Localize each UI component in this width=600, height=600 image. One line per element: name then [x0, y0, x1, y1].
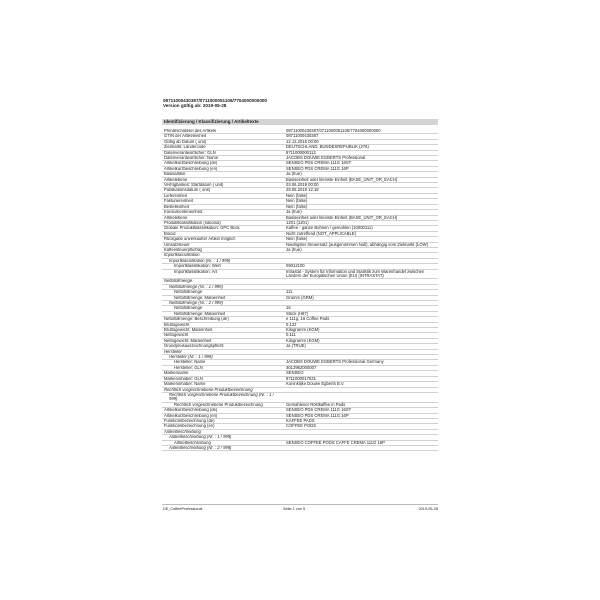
- row-value: Kilogramm (KGM): [286, 327, 320, 333]
- row-label: Bruttogewicht: [164, 322, 190, 327]
- document-id-line: 08711000430387/0711000051106/7704000000000: [163, 98, 267, 103]
- row-value: Ja (true): [286, 209, 302, 215]
- row-value: Nicht zutreffend (NOT_APPLICABLE): [286, 230, 356, 236]
- row-value: KAFFEE PADS: [286, 417, 315, 423]
- row-label: Datenverantwortlicher: GLN: [164, 150, 216, 155]
- row-label: Nettofüllmenge: Maßeinheit: [174, 295, 226, 300]
- row-label: Produktklassifikation (national): [164, 220, 221, 225]
- row-value: SENSEO PDS CREMA 111G 16ST: [286, 160, 352, 166]
- row-label: Nettofüllmenge (Nr. : 1 / 999): [169, 284, 223, 289]
- row-value: Ja (true): [286, 171, 302, 177]
- row-value: Gemahlener Röstkaffee in Pads: [286, 401, 346, 407]
- row-label: Nettofüllmenge (Nr. : 2 / 999): [169, 301, 223, 305]
- row-value: Niedrigster Steuersatz (ausgenommen Null), abhängig vom Zielmarkt (LOW): [286, 241, 428, 247]
- row-value: DEUTSCHLAND, BUNDESREPUBLIK (276): [286, 144, 369, 150]
- row-value: Nein (false): [286, 198, 308, 204]
- row-label: Datenverantwortlicher: Name: [164, 156, 219, 161]
- row-label: Biocid: [164, 231, 176, 236]
- row-label: Hersteller: GLN: [174, 365, 203, 370]
- section-header: Identifizierung / Klassifizierung / Artikeltexte: [162, 119, 438, 125]
- row-value: 08711000430387: [286, 133, 319, 139]
- row-label: Artikelbeschreibung (Nr. : 2 / 999): [169, 445, 232, 450]
- row-value: 03.06.2019 00:00: [286, 182, 319, 188]
- row-label: Nettofüllmenge: Beschreibung (de): [164, 317, 229, 322]
- row-value: Kilogramm (KGM): [286, 337, 320, 343]
- row-label: Nettofüllmenge: [174, 290, 203, 295]
- footer-left: DE_CoffeeProfessional: [163, 507, 203, 511]
- row-value: Nein (false): [286, 203, 308, 209]
- table-row: [162, 446, 438, 451]
- row-label: Importklassifikation (Nr. : 1 / 999): [169, 258, 231, 263]
- row-label: Basisartikel: [164, 172, 186, 177]
- row-label: Publikationsdatum ( unit): [164, 188, 211, 193]
- row-label: Importklassifikation: [164, 253, 200, 258]
- row-value: COFFEE PODS: [286, 423, 317, 429]
- row-label: Markeninhaber: Name: [164, 382, 206, 387]
- row-label: Artikelkurzbeschreibung (de): [164, 161, 218, 166]
- row-label: Markeninhaber: GLN: [164, 376, 203, 381]
- row-label: Artikelbeschreibung: [174, 440, 211, 445]
- row-label: Globale Produktklassifikation: GPC Brick: [164, 226, 240, 231]
- row-value: 1201 (1201): [286, 219, 309, 225]
- row-label: Liefereinheit: [164, 193, 187, 198]
- row-value: SENSEO: [286, 370, 304, 376]
- row-label: Importklassifikation: Wert: [174, 264, 221, 269]
- row-label: Importklassifikation: Art: [174, 269, 218, 274]
- footer-date: 2019-05-28: [418, 507, 438, 511]
- row-label: Kaffeesteuerpflichtig: [164, 247, 202, 252]
- row-label: Fakturiereinheit: [164, 199, 193, 204]
- row-label: Umsatzsteuer: [164, 242, 190, 247]
- attribute-table: [162, 129, 438, 451]
- row-value: Ja (true): [286, 246, 302, 252]
- row-label: Gültig ab Datum ( unit): [164, 139, 207, 144]
- row-value: [284, 279, 438, 283]
- row-value: e 111g, 16 Coffee Pads: [286, 316, 330, 322]
- row-value: Nein (false): [286, 192, 308, 198]
- row-value: Nein (false): [286, 236, 308, 242]
- row-label: Artikelbeschreibung (Nr. : 1 / 999): [169, 435, 232, 440]
- row-value: JACOBS DOUWE EGBERTS Professional: [286, 155, 366, 161]
- row-value: SENSEO PDS CREMA 111G 16P: [286, 412, 349, 418]
- row-value: [284, 435, 438, 439]
- row-label: Artikelkurzbeschreibung (de): [164, 408, 218, 413]
- row-label: Zielmarkt: Ländercode: [164, 145, 206, 150]
- row-value: [284, 259, 438, 263]
- row-label: Nettogewicht: [164, 333, 189, 338]
- row-value: Stück (H87): [286, 310, 309, 316]
- row-label: Nettofüllmenge: [174, 306, 203, 311]
- row-value: [284, 446, 438, 450]
- row-label: Grundpreisauszeichnungspflicht: [164, 344, 224, 349]
- row-value: Koninklijke Douwe Egberts B.V.: [286, 381, 345, 387]
- row-value: 09012100: [286, 263, 305, 269]
- row-value: [284, 285, 438, 289]
- row-label: Artikelkurzbeschreibung (en): [164, 413, 218, 418]
- row-value: [284, 253, 438, 257]
- row-value: [284, 301, 438, 305]
- row-value: [284, 393, 438, 402]
- table-row: [162, 270, 438, 280]
- row-value: 28.05.2019 12:18: [286, 187, 319, 193]
- row-value: Ja (TRUE): [286, 343, 306, 349]
- row-value: SENSEO PDS CREMA 111G 16ST: [286, 407, 352, 413]
- row-label: Artikelbeschreibung: [164, 429, 201, 434]
- row-value: SENSEO COFFEE PODS CAFFE CREMA 111G 16P: [286, 439, 385, 445]
- row-label: Nettofüllmenge: Maßeinheit: [174, 311, 226, 316]
- row-label: Verfügbarkeit: Startdatum ( unit): [164, 183, 224, 188]
- row-value: Intrastat - System für Information und Statistik zum Warenhandel zwischen Ländern der Europäischen Union (EU) (INTRASTAT): [286, 268, 425, 278]
- row-label: Funktionsbezeichnung (de): [164, 418, 215, 423]
- row-value: 12.12.2016 00:00: [286, 138, 319, 144]
- row-value: 111: [286, 289, 293, 295]
- footer-page-number: Seite 1 von 5: [283, 507, 306, 511]
- row-value: 4013962000007: [286, 364, 317, 370]
- row-value: 8711000000113: [286, 149, 316, 155]
- row-label: Primärschlüssel des Artikels: [164, 129, 217, 133]
- row-label: Konsumenteneinheit: [164, 210, 203, 215]
- footer-divider: [162, 504, 438, 505]
- row-value: Gramm (GRM): [286, 294, 314, 300]
- row-label: Hersteller: [164, 349, 182, 354]
- row-value: 8711000017531: [286, 375, 316, 381]
- row-value: 0.122: [286, 321, 297, 327]
- row-label: Nettofüllmenge: [164, 279, 193, 284]
- row-label: Artikelkurzbeschreibung (en): [164, 166, 218, 171]
- row-label: Rechtlich vorgeschriebene Produktbezeichnung (Nr. : 1 / 999): [169, 392, 274, 402]
- version-line: Version gültig ab: 2019-05-28: [163, 103, 227, 108]
- row-label: Rechtlich vorgeschriebene Produktbezeichnung: [164, 387, 253, 392]
- row-label: Hersteller: Name: [174, 360, 206, 365]
- row-value: [284, 388, 438, 392]
- row-value: Basiseinheit oder kleinste Einheit (BASE_UNIT_OR_EACH): [286, 176, 398, 182]
- row-value: JACOBS DOUWE EGBERTS Professional Germany: [286, 359, 384, 365]
- row-value: 08711000430387/0711000051106/7704000000000: [286, 128, 381, 133]
- row-label: Artikelebene: [164, 215, 188, 220]
- row-label: Bestelleinheit: [164, 204, 189, 209]
- row-value: Basiseinheit oder kleinste Einheit (BASE_UNIT_OR_EACH): [286, 214, 398, 220]
- row-label: Markenname: [164, 371, 189, 376]
- row-value: SENSEO PDS CREMA 111G 16P: [286, 165, 349, 171]
- row-value: 16: [286, 305, 291, 311]
- row-label: Nettogewicht: Maßeinheit: [164, 338, 212, 343]
- row-value: 0.111: [286, 332, 296, 338]
- row-label: Rückgabe unverkaufter Artikel möglich: [164, 237, 236, 242]
- row-value: [284, 430, 438, 434]
- row-label: GTIN der Artikeleinheit: [164, 134, 207, 139]
- row-label: Rechtlich vorgeschriebene Produktbezeichnung: [174, 402, 263, 407]
- row-value: [284, 350, 438, 354]
- row-value: Kaffee - ganze Bohnen / gemahlen (10000111): [286, 225, 373, 231]
- row-label: Bruttogewicht: Maßeinheit: [164, 328, 213, 333]
- row-label: Funktionsbezeichnung (en): [164, 424, 215, 429]
- row-label: Hersteller (Nr. : 1 / 999): [169, 355, 213, 360]
- row-label: Artikelebene: [164, 177, 188, 182]
